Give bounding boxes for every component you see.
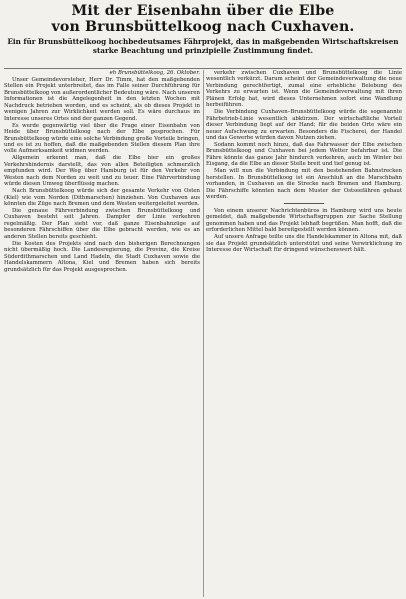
paragraph: verkehr zwischen Cuxhaven und Brunsbüttelkoog die Linie wesentlich verkürzt. Darum scheint der Gemeindeverwaltung die neue Verbindung gerechtfertigt, zumal eine erhebliche Belebung des Verkehrs zu erwarten ist. Wenn die Gemeindeverwaltung mit ihren Plänen Erfolg hat, wird dieses Unternehmen sofort eine Wandlung herbeiführen. (206, 70, 402, 109)
section-separator (206, 201, 402, 207)
paragraph: Unser Gemeindevorsteher, Herr Dr. Timm, hat den maßgebenden Stellen ein Projekt unterbreitet, das im Falle seiner Durchführung für Brunsbüttelkoog von außerordentlicher Bedeutung wäre. Nach unseren Informationen ist die Angelegenheit in den letzten Wochen mit Nachdruck betrieben worden, und es scheint, als ob dieses Projekt in wenigen Jahren zur Wirklichkeit werden soll. Es wäre durchaus im Interesse unseres Ortes und der ganzen Gegend. (4, 76, 200, 122)
headline (4, 3, 402, 35)
right-column (206, 70, 402, 597)
paragraph: Die Kosten des Projekts sind nach den bisherigen Berechnungen nicht übermäßig hoch. Die Landesregierung, die Provinz, die Kreise Süderdithmarschen und Land Hadeln, die Stadt Cuxhaven sowie die Handelskammern Altona, Kiel und Bremen haben sich bereits grundsätzlich für das Projekt ausgesprochen. (4, 240, 200, 273)
dateline: eh Brunsbüttelkoog, 26. Oktober. (109, 70, 200, 76)
paragraph: Es werde gegenwärtig viel über die Frage einer Eisenbahn von Heide über Brunsbüttelkoog nach der Elbe gesprochen. Für Brunsbüttelkoog würde eine solche Verbindung große Vorteile bringen, und es ist zu hoffen, daß die maßgebenden Stellen diesem Plan ihre volle Aufmerksamkeit widmen werden. (4, 122, 200, 155)
header-rule (4, 68, 402, 69)
paragraph: Auf unsere Anfrage teilte uns die Handelskammer in Altona mit, daß sie das Projekt grundsätzlich unterstützt und seine Verwirklichung im Interesse der Wirtschaft für dringend wünschenswert hält. (206, 234, 402, 254)
left-column (4, 70, 200, 597)
headline-line-1: Mit der Eisenbahn über die Elbe (71, 3, 335, 19)
paragraph: Die genaue Fährverbindung zwischen Brunsbüttelkoog und Cuxhaven besteht seit Jahren. Dampfer der Linie verkehren regelmäßig. Der Plan sieht vor, daß ganze Eisenbahnzüge auf besonderen Fährschiffen über die Elbe gebracht werden, wie es an anderen Stellen bereits geschieht. (4, 208, 200, 240)
paragraph: Nach Brunsbüttelkoog würde sich der gesamte Verkehr von Osten (Kiel) wie vom Norden (Dithmarschen) hinziehen. Von Cuxhaven aus könnten die Züge nach Bremen und dem Westen weitergeleitet werden. (4, 188, 200, 208)
headline-line-2: von Brunsbüttelkoog nach Cuxhaven. (51, 19, 355, 35)
paragraph: Man will nun die Verbindung mit den bestehenden Bahnstrecken herstellen. In Brunsbüttelkoog ist ein Anschluß an die Marschbahn vorhanden, in Cuxhaven an die Strecke nach Bremen und Hamburg. Die Fährschiffe könnten nach dem Muster der Ostseefähren gebaut werden. (206, 168, 402, 201)
deck: Ein für Brunsbüttelkoog hochbedeutsames Fährprojekt, das in maßgebenden Wirtschaftskreisen starke Beachtung und prinzipielle Zustimmung findet. (7, 37, 399, 55)
paragraph: Sodann kommt noch hinzu, daß das Fahrwasser der Elbe zwischen Brunsbüttelkoog und Cuxhaven bei jedem Wetter befahrbar ist. Die Fähre könnte das ganze Jahr hindurch verkehren, auch im Winter bei Eisgang, da die Elbe an dieser Stelle breit und tief genug ist. (206, 141, 402, 168)
paragraph: Allgemein erkennt man, daß die Elbe hier ein großes Verkehrshindernis darstellt, das von allen Beteiligten schmerzlich empfunden wird. Der Weg über Hamburg ist für den Verkehr von Westen nach dem Norden zu weit und zu teuer. Eine Fährverbindung würde diesen Umweg überflüssig machen. (4, 155, 200, 188)
paragraph: Die Verbindung Cuxhaven–Brunsbüttelkoog würde die sogenannte Fährbetrieb-Linie wesentlich abkürzen. Der wirtschaftliche Vorteil dieser Verbindung liegt auf der Hand; für die beiden Orte wäre ein neuer Aufschwung zu erwarten. Besonders die Fischerei, der Handel und das Gewerbe würden davon Nutzen ziehen. (206, 109, 402, 142)
article-body (4, 70, 402, 597)
paragraph: Von einem unserer Nachrichtenbüros in Hamburg wird uns heute gemeldet, daß maßgebende Wirtschaftsgruppen zur Sache Stellung genommen haben und das Projekt lebhaft begrüßen. Man hofft, daß die erforderlichen Mittel bald bereitgestellt werden können. (206, 208, 402, 234)
